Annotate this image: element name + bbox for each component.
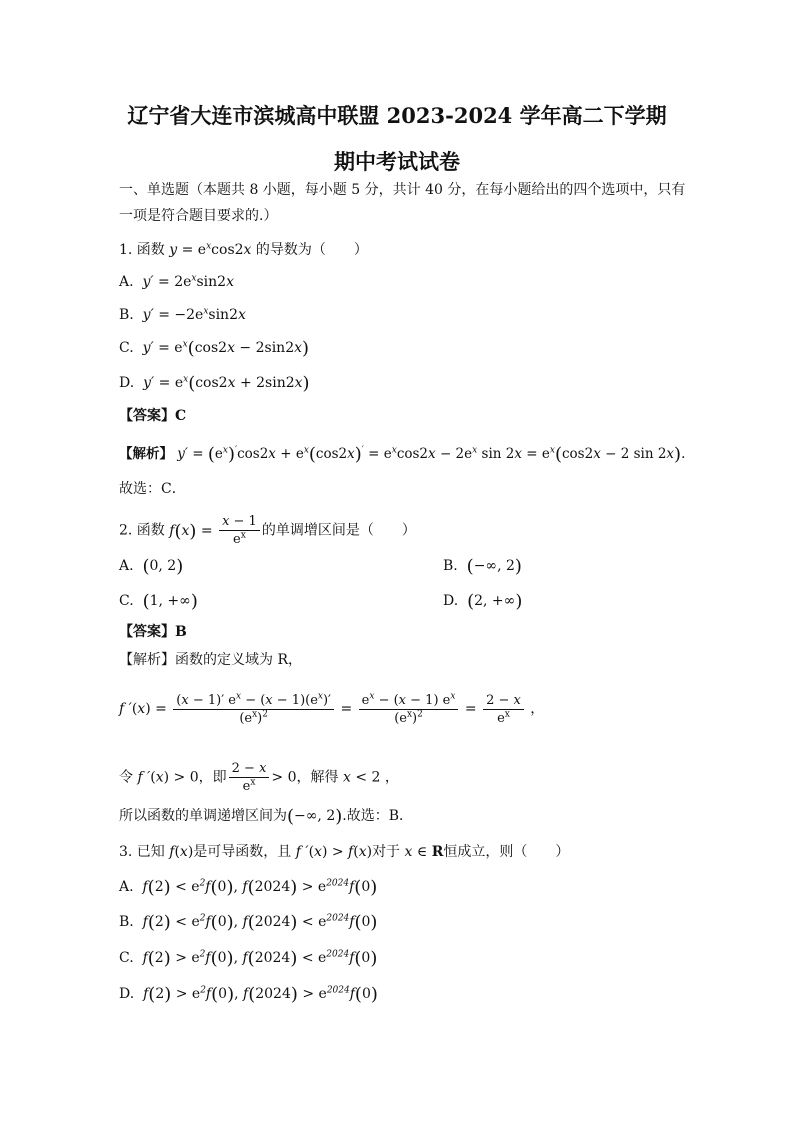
- q1-answer: 【答案】C: [119, 408, 187, 424]
- question-2-stem: 2. 函数 f(x) = $\frac{x - 1}{e^x}$ 的单调增区间是（ ）: [119, 514, 416, 547]
- q2-option-b: B. (−∞, 2): [443, 556, 522, 577]
- section-heading-line1: 一、单选题（本题共 8 小题，每小题 5 分，共计 40 分，在每小题给出的四个选项中，只有: [119, 182, 686, 198]
- q3-option-b: B. $f(2) < e^2f(0)$, $f(2024) < e^{2024}f(0)$: [119, 912, 378, 933]
- q1-conclusion: 故选：C．: [119, 481, 186, 497]
- exam-title-line2: 期中考试试卷: [334, 149, 460, 174]
- q3-option-d: D. $f(2) > e^2f(0)$, $f(2024) > e^{2024}f(0)$: [119, 984, 378, 1005]
- q1-analysis: 【解析】 $y' = (e^x)'\cos 2x + e^x(\cos 2x)' = e^x\cos 2x - 2e^x$ $\sin 2x = e^x(\cos 2x - 2$ sin 2x).: [119, 444, 686, 465]
- question-3-stem: 3. 已知 f(x)是可导函数，且 f ′(x) > f(x)对于 x ∈ R恒成立，则（ ）: [119, 844, 570, 860]
- question-1-stem: 1. 函数 $y = e^x\cos 2x$ 的导数为（ ）: [119, 241, 368, 258]
- q2-answer: 【答案】B: [119, 624, 187, 640]
- section-heading-line2: 一项是符合题目要求的.）: [119, 208, 278, 224]
- q2-option-a: A. (0, 2): [119, 556, 184, 577]
- exam-title-line1: 辽宁省大连市滨城高中联盟 2023-2024 学年高二下学期: [127, 103, 667, 128]
- q3-option-a: A. $f(2) < e^2f(0)$, $f(2024) > e^{2024}f(0)$: [119, 877, 378, 898]
- q3-option-c: C. $f(2) > e^2f(0)$, $f(2024) < e^{2024}f(0)$: [119, 948, 378, 969]
- q1-option-c: C. $y' = e^x(\cos 2x - 2\sin 2x)$: [119, 338, 310, 359]
- q1-function: $y = e^x\cos 2x$: [169, 241, 252, 258]
- q2-inequality: 令 f ′(x) > 0，即 $\frac{2 - x}{e^x}$ > 0，解得 x < 2 ，: [119, 761, 399, 794]
- q2-conclusion: 所以函数的单调递增区间为(−∞, 2).故选：B．: [119, 806, 414, 827]
- q2-option-d: D. (2, +∞): [443, 591, 523, 612]
- q1-option-a: A. $y' = 2e^x\sin 2x$: [119, 273, 234, 290]
- q2-analysis-domain: 【解析】函数的定义域为 R，: [119, 652, 302, 668]
- q2-option-c: C. (1, +∞): [119, 591, 198, 612]
- q1-option-d: D. $y' = e^x(\cos 2x + 2\sin 2x)$: [119, 373, 310, 394]
- q1-option-b: B. $y' = -2e^x\sin 2x$: [119, 306, 246, 323]
- q2-derivative-formula: f ′(x) = $\frac{(x - 1)' e^x - (x - 1)(e^x)'}{(e^x)^2}$ = $\frac{e^x - (x - 1) e^x}{(e^x)^2}$ = $\frac{2 - x}{e^x}$ ，: [119, 691, 545, 726]
